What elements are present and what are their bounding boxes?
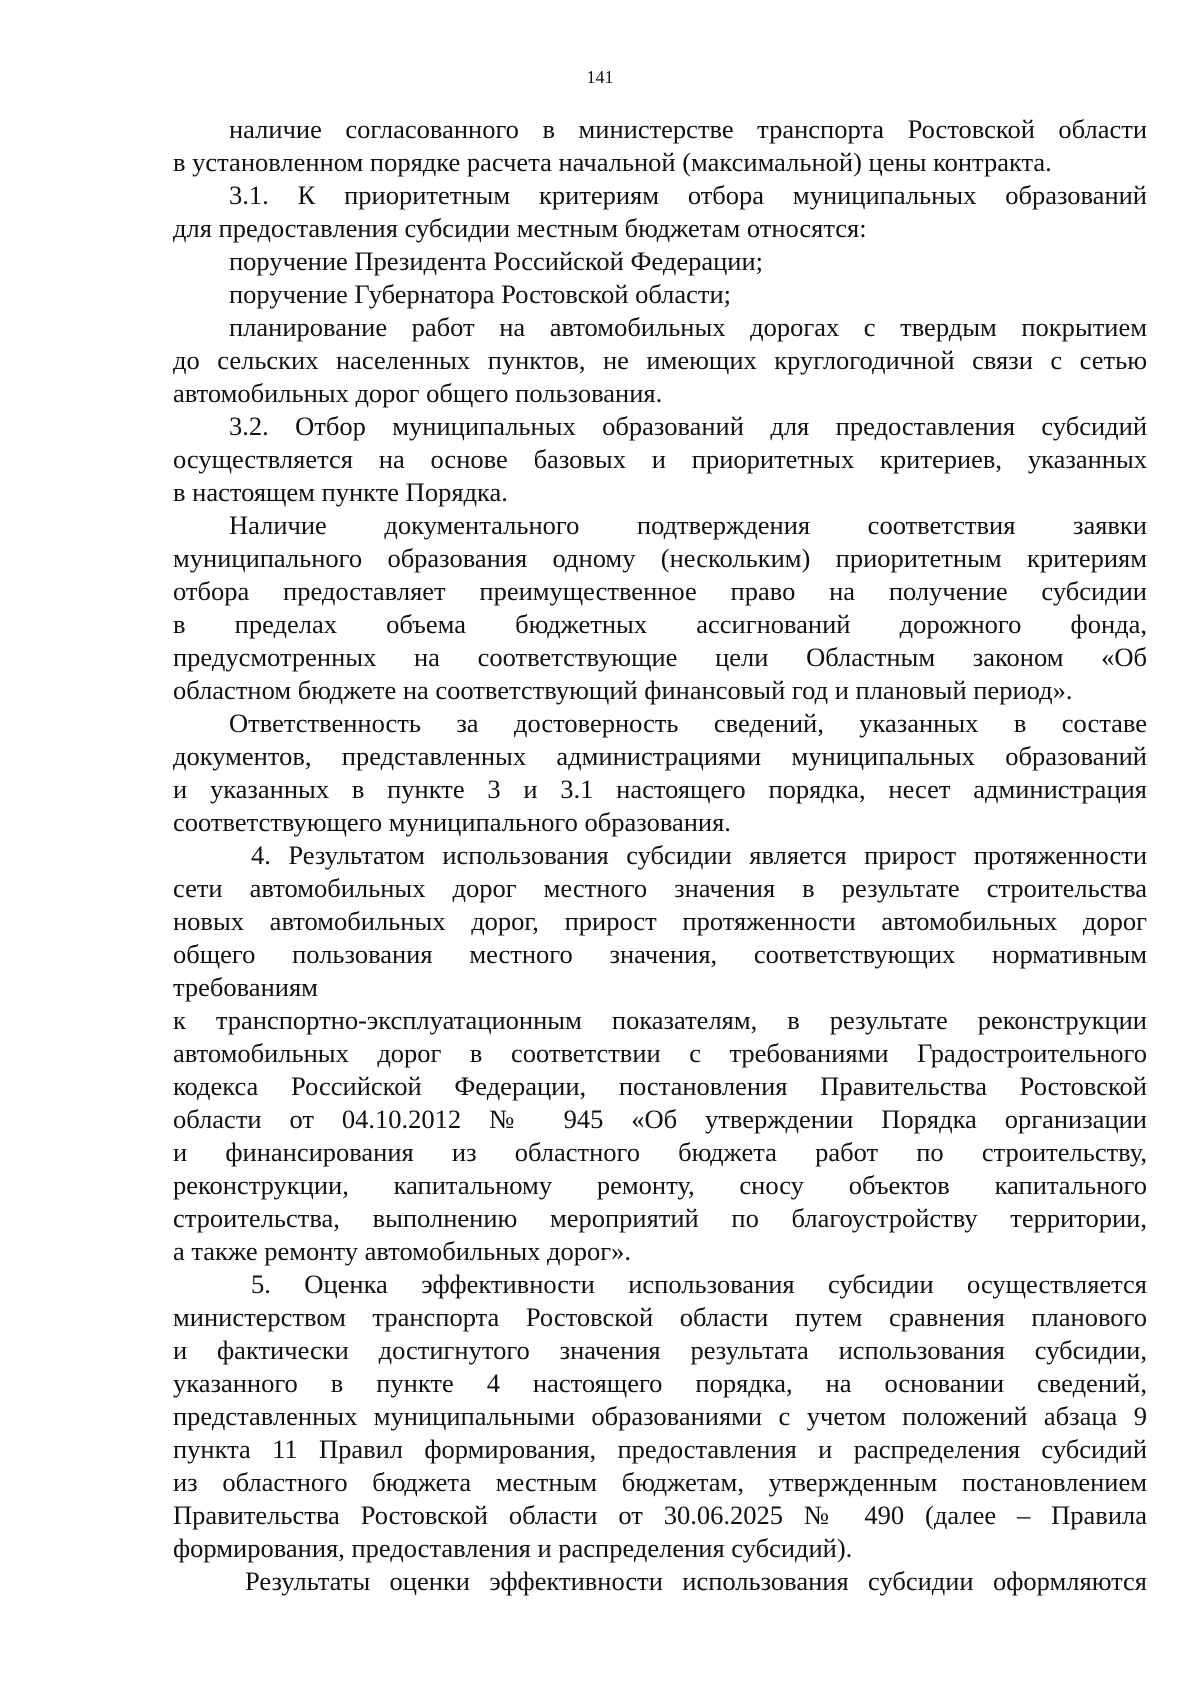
text-line: новых автомобильных дорог, прирост протяженности автомобильных дорог bbox=[173, 906, 1147, 936]
document-body bbox=[173, 113, 1147, 1598]
text-line: предусмотренных на соответствующие цели Областным законом «Об bbox=[173, 642, 1147, 672]
text-line: сети автомобильных дорог местного значения в результате строительства bbox=[173, 873, 1147, 903]
text-line: автомобильных дорог общего пользования. bbox=[173, 378, 663, 408]
text-line: в пределах объема бюджетных ассигнований дорожного фонда, bbox=[173, 609, 1147, 639]
text-line: и фактически достигнутого значения результата использования субсидии, bbox=[173, 1335, 1147, 1365]
text-line: строительства, выполнению мероприятий по благоустройству территории, bbox=[173, 1203, 1147, 1233]
text-line: осуществляется на основе базовых и приоритетных критериев, указанных bbox=[173, 444, 1147, 474]
text-line: указанного в пункте 4 настоящего порядка, на основании сведений, bbox=[173, 1368, 1147, 1398]
text-line: в настоящем пункте Порядка. bbox=[173, 477, 508, 507]
text-line: поручение Губернатора Ростовской области; bbox=[229, 279, 732, 309]
text-line: и указанных в пункте 3 и 3.1 настоящего порядка, несет администрация bbox=[173, 774, 1147, 804]
text-line: муниципального образования одному (нескольким) приоритетным критериям bbox=[173, 543, 1147, 573]
text-line: к транспортно-эксплуатационным показателям, в результате реконструкции bbox=[173, 1005, 1147, 1035]
page-number: 141 bbox=[586, 67, 614, 87]
text-line: представленных муниципальными образованиями с учетом положений абзаца 9 bbox=[173, 1401, 1147, 1431]
text-line: а также ремонту автомобильных дорог». bbox=[173, 1236, 632, 1266]
text-line: Наличие документального подтверждения соответствия заявки bbox=[229, 510, 1147, 540]
text-line: и финансирования из областного бюджета работ по строительству, bbox=[173, 1137, 1147, 1167]
text-line: пункта 11 Правил формирования, предоставления и распределения субсидий bbox=[173, 1434, 1147, 1464]
text-line: формирования, предоставления и распределения субсидий). bbox=[173, 1533, 853, 1563]
text-line: из областного бюджета местным бюджетам, утвержденным постановлением bbox=[173, 1467, 1147, 1497]
text-line: документов, представленных администрациями муниципальных образований bbox=[173, 741, 1147, 771]
text-line: требованиям bbox=[173, 972, 318, 1002]
text-line: кодекса Российской Федерации, постановления Правительства Ростовской bbox=[173, 1071, 1147, 1101]
text-line: 4. Результатом использования субсидии является прирост протяженности bbox=[251, 840, 1147, 870]
text-line: 5. Оценка эффективности использования субсидии осуществляется bbox=[251, 1269, 1147, 1299]
text-line: до сельских населенных пунктов, не имеющих круглогодичной связи с сетью bbox=[173, 345, 1147, 375]
text-line: области от 04.10.2012 № 945 «Об утверждении Порядка организации bbox=[173, 1104, 1147, 1134]
text-line: 3.1. К приоритетным критериям отбора муниципальных образований bbox=[229, 180, 1147, 210]
text-line: соответствующего муниципального образования. bbox=[173, 807, 731, 837]
text-line: отбора предоставляет преимущественное право на получение субсидии bbox=[173, 576, 1147, 606]
text-line: министерством транспорта Ростовской области путем сравнения планового bbox=[173, 1302, 1147, 1332]
text-line: Ответственность за достоверность сведений, указанных в составе bbox=[229, 708, 1147, 738]
text-line: планирование работ на автомобильных дорогах с твердым покрытием bbox=[229, 312, 1147, 342]
text-line: 3.2. Отбор муниципальных образований для предоставления субсидий bbox=[229, 411, 1147, 441]
text-line: поручение Президента Российской Федерации; bbox=[229, 246, 763, 276]
text-line: Правительства Ростовской области от 30.06.2025 № 490 (далее – Правила bbox=[173, 1500, 1147, 1530]
text-line: для предоставления субсидии местным бюджетам относятся: bbox=[173, 213, 867, 243]
text-line: наличие согласованного в министерстве транспорта Ростовской области bbox=[229, 114, 1147, 144]
text-line: общего пользования местного значения, соответствующих нормативным bbox=[173, 939, 1147, 969]
text-line: автомобильных дорог в соответствии с требованиями Градостроительного bbox=[173, 1038, 1147, 1068]
text-line: областном бюджете на соответствующий финансовый год и плановый период». bbox=[173, 675, 1073, 705]
text-line: реконструкции, капитальному ремонту, сносу объектов капитального bbox=[173, 1170, 1147, 1200]
text-line: в установленном порядке расчета начальной (максимальной) цены контракта. bbox=[173, 147, 1052, 177]
text-line: Результаты оценки эффективности использования субсидии оформляются bbox=[245, 1566, 1147, 1596]
